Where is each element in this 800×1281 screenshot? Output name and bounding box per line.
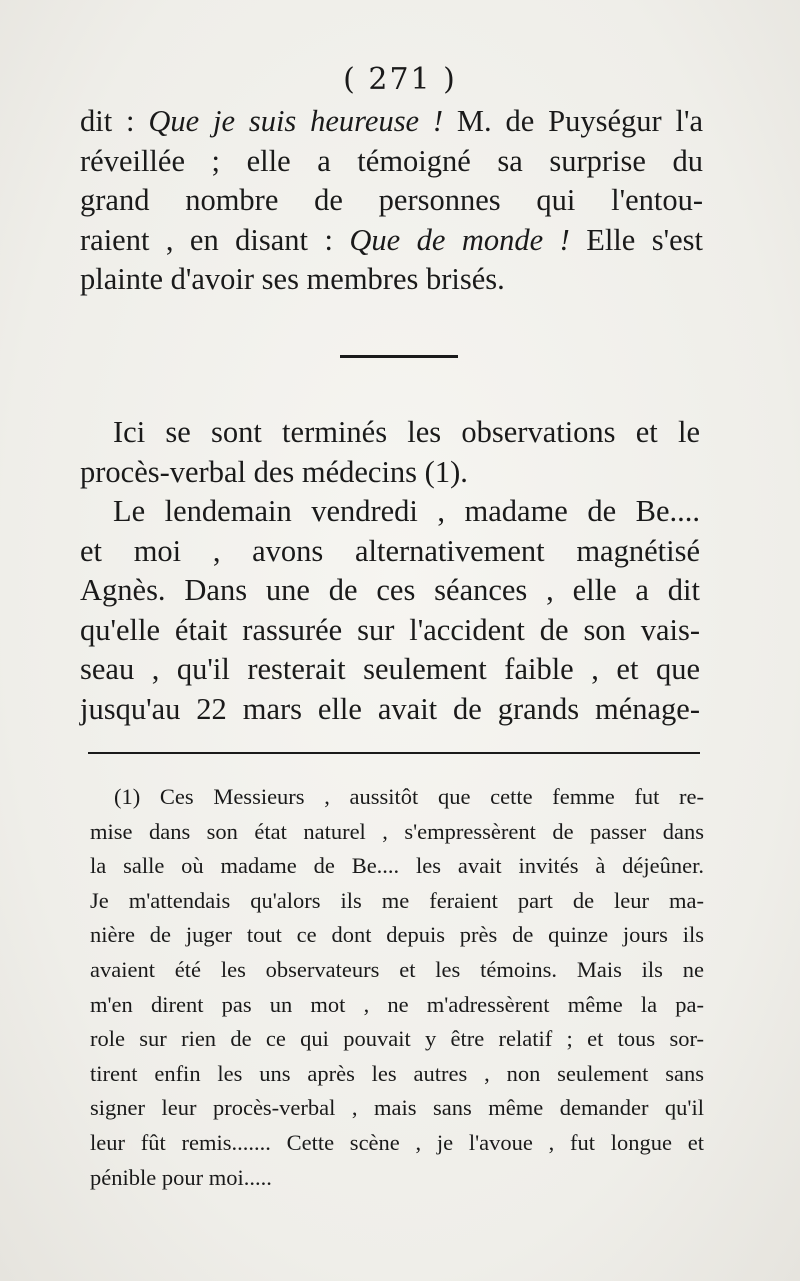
text-run: M. de Puységur l'a [443, 104, 703, 138]
paragraph-continued [80, 102, 703, 300]
text-line: qu'elle était rassurée sur l'accident de son vais- [80, 612, 700, 647]
text-line [80, 102, 703, 142]
footnote-rule [88, 752, 700, 754]
footnote-line: Je m'attendais qu'alors ils me feraient part de leur ma- [90, 887, 704, 913]
text-line: grand nombre de personnes qui l'entou- [80, 183, 703, 217]
text-line: Agnès. Dans une de ces séances , elle a dit [80, 573, 700, 607]
section-separator [340, 355, 458, 358]
text-run: raient , en disant : [80, 222, 350, 257]
text-line: jusqu'au 22 mars elle avait de grands ménage- [80, 691, 700, 726]
text-line [80, 221, 703, 261]
footnote-line: avaient été les observateurs et les témoins. Mais ils ne [90, 956, 704, 982]
footnote-line: pénible pour moi..... [90, 1164, 272, 1190]
text-line: réveillée ; elle a témoigné sa surprise du [80, 143, 703, 178]
footnote-line: la salle où madame de Be.... les avait invités à déjeûner. [90, 853, 704, 879]
text-run: dit : [80, 104, 149, 138]
italic-quote: Que je suis heureuse ! [148, 104, 444, 138]
text-line: procès-verbal des médecins (1). [80, 454, 468, 489]
text-line: Ici se sont terminés les observations et le [113, 415, 700, 449]
text-line: Le lendemain vendredi , madame de Be.... [113, 494, 700, 528]
footnote-line: nière de juger tout ce dont depuis près de quinze jours ils [90, 922, 704, 948]
footnote-line: (1) Ces Messieurs , aussitôt que cette femme fut re- [114, 784, 704, 809]
footnote-line: m'en dirent pas un mot , ne m'adressèrent même la pa- [90, 991, 704, 1017]
footnote-line: signer leur procès-verbal , mais sans même demander qu'il [90, 1095, 704, 1121]
body-text [80, 413, 700, 729]
italic-quote: Que de monde ! [349, 222, 570, 257]
text-line: et moi , avons alternativement magnétisé [80, 533, 700, 568]
text-line: plainte d'avoir ses membres brisés. [80, 262, 505, 296]
footnote-line: leur fût remis....... Cette scène , je l'avoue , fut longue et [90, 1129, 704, 1155]
footnote [90, 780, 704, 1195]
text-line: seau , qu'il resterait seulement faible , et que [80, 652, 700, 686]
footnote-line: tirent enfin les uns après les autres , non seulement sans [90, 1060, 704, 1086]
footnote-line: mise dans son état naturel , s'empressèrent de passer dans [90, 818, 704, 844]
page-number: ( 271 ) [343, 62, 457, 97]
text-run: Elle s'est [569, 222, 703, 257]
footnote-line: role sur rien de ce qui pouvait y être relatif ; et tous sor- [90, 1026, 704, 1052]
